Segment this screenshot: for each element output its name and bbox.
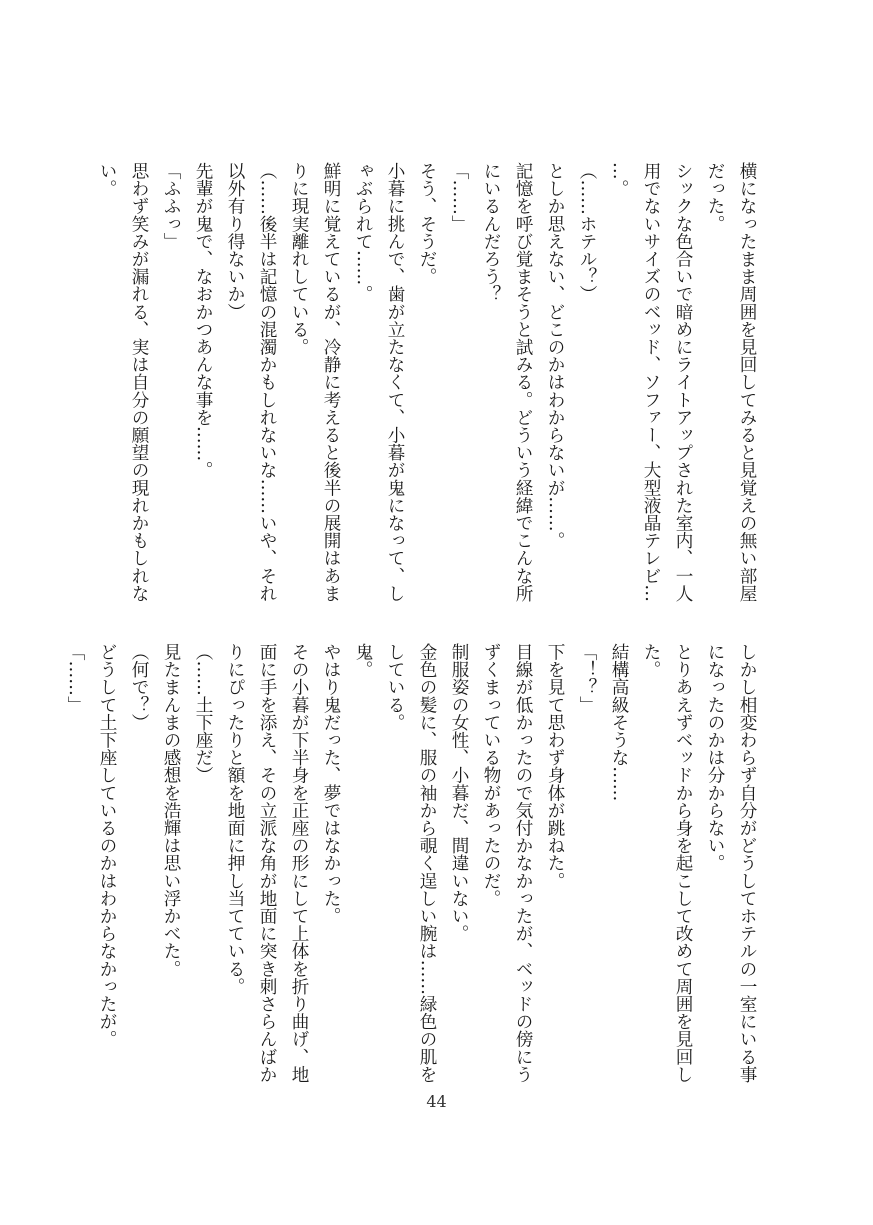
text-line: しかし相変わらず自分がどうしてホテルの一室にいる事 [737, 643, 757, 1083]
text-line: 鬼。 [353, 643, 373, 679]
text-line: その小暮が下半身を正座の形にして上体を折り曲げ、地 [289, 643, 309, 1083]
text-line: 面に手を添え、その立派な角が地面に突き刺さらんばか [257, 643, 277, 1083]
upper-text-block [97, 162, 763, 612]
text-line: …。 [609, 162, 629, 198]
text-line: とりあえずベッドから身を起こして改めて周囲を見回し [673, 643, 693, 1083]
text-line: としか思えない、どこのかはわからないが……。 [545, 162, 565, 550]
text-line: 「……」 [449, 162, 469, 233]
text-line: 思わず笑みが漏れる、実は自分の願望の現れかもしれな [129, 162, 149, 602]
text-line: 小暮に挑んで、歯が立たなくて、小暮が鬼になって、し [385, 162, 405, 602]
text-line: どうして土下座しているのかはわからなかったが。 [97, 643, 117, 1048]
text-line: 「……」 [65, 643, 85, 714]
text-line: 金色の髪に、服の袖から覗く逞しい腕は……緑色の肌を [417, 643, 437, 1083]
text-line: 結構高級そうな…… [609, 643, 629, 802]
lower-text-block [65, 643, 763, 1093]
text-line: 記憶を呼び覚まそうと試みる。どういう経緯でこんな所 [513, 162, 533, 602]
text-line: にいるんだろう？ [481, 162, 501, 303]
text-line: 目線が低かったので気付かなかったが、ベッドの傍にう [513, 643, 533, 1083]
text-line: （……後半は記憶の混濁かもしれないな……いや、それ [257, 162, 277, 602]
text-line: りに現実離れしている。 [289, 162, 309, 356]
text-line: 横になったまま周囲を見回してみると見覚えの無い部屋 [737, 162, 757, 602]
text-line: になったのかは分からない。 [705, 643, 725, 872]
text-line: 「！？」 [577, 643, 597, 714]
text-line: 見たまんまの感想を浩輝は思い浮かべた。 [161, 643, 181, 978]
text-line: い。 [97, 162, 117, 198]
text-line: やはり鬼だった、夢ではなかった。 [321, 643, 341, 925]
text-line: た。 [641, 643, 661, 679]
text-line: りにぴったりと額を地面に押し当てている。 [225, 643, 245, 995]
text-line: している。 [385, 643, 405, 731]
text-line: （……土下座だ） [193, 643, 213, 784]
text-line: そう、そうだ。 [417, 162, 437, 286]
text-line: （何で？） [129, 643, 149, 731]
text-line: 先輩が鬼で、なおかつあんな事を……。 [193, 162, 213, 479]
text-line: 以外有り得ないか） [225, 162, 245, 321]
text-line: ゃぶられて……。 [353, 162, 373, 303]
text-line: だった。 [705, 162, 725, 233]
text-line: 下を見て思わず身体が跳ねた。 [545, 643, 565, 890]
page-number: 44 [426, 1092, 447, 1111]
text-line: ずくまっている物があったのだ。 [481, 643, 501, 907]
text-line: 用でないサイズのベッド、ソファー、大型液晶テレビ… [641, 162, 661, 602]
text-line: 制服姿の女性、小暮だ、間違いない。 [449, 643, 469, 943]
text-line: （……ホテル？） [577, 162, 597, 303]
text-line: 鮮明に覚えているが、冷静に考えると後半の展開はあま [321, 162, 341, 602]
text-line: シックな色合いで暗めにライトアップされた室内、一人 [673, 162, 693, 602]
text-line: 「ふふっ」 [161, 162, 181, 250]
